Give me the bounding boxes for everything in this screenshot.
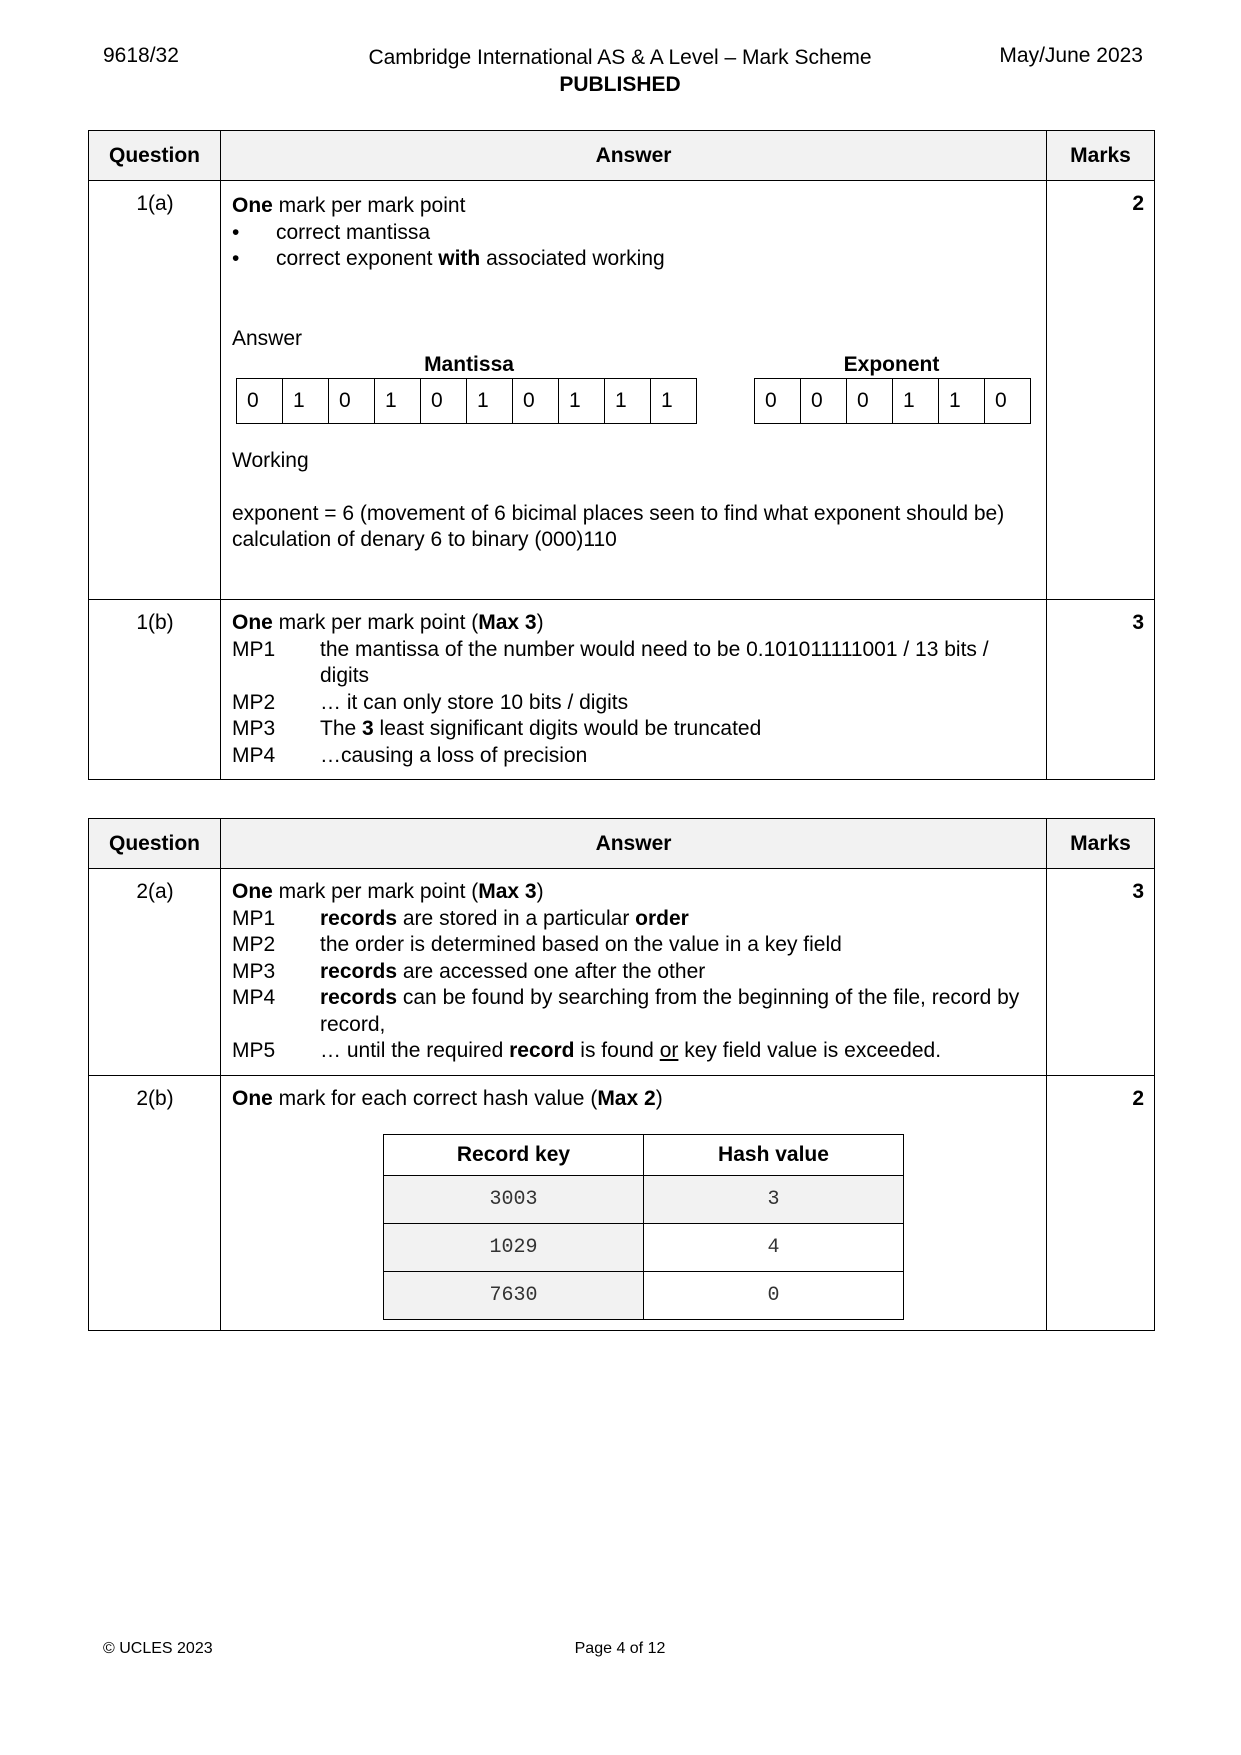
mantissa-bit-box: 1 [559, 378, 605, 424]
record-key-cell: 1029 [384, 1224, 644, 1272]
question-number: 1(b) [89, 600, 221, 780]
record-key-cell: 7630 [384, 1272, 644, 1320]
question-number: 2(a) [89, 869, 221, 1076]
exponent-bits [754, 378, 1031, 424]
marks-value: 3 [1047, 600, 1155, 780]
question-row-2a [89, 869, 1155, 1076]
question-header: Question [89, 131, 221, 181]
exponent-bit-box: 0 [985, 378, 1031, 424]
mark-point: MP1 the mantissa of the number would need to be 0.101011111001 / 13 bits / digits [232, 637, 989, 687]
page-number: Page 4 of 12 [574, 1640, 666, 1657]
working-line: calculation of denary 6 to binary (000)110 [232, 528, 617, 551]
working-label: Working [232, 449, 309, 472]
mark-point: MP2 the order is determined based on the value in a key field [232, 933, 842, 956]
answer-cell [221, 869, 1047, 1076]
mantissa-bit-box: 0 [421, 378, 467, 424]
mantissa-bit-box: 1 [651, 378, 697, 424]
mantissa-bit-box: 1 [375, 378, 421, 424]
question-header: Question [89, 819, 221, 869]
exponent-label: Exponent [843, 353, 940, 376]
working-line: exponent = 6 (movement of 6 bicimal places seen to find what exponent should be) [232, 501, 1005, 525]
answer-cell [221, 1075, 1047, 1331]
table-row [384, 1272, 904, 1320]
mantissa-bit-box: 1 [605, 378, 651, 424]
answer-label: Answer [232, 326, 303, 350]
answer-header: Answer [221, 131, 1047, 181]
table-header-row [89, 131, 1155, 181]
mark-point: MP4 …causing a loss of precision [232, 743, 588, 767]
exponent-bit-box: 0 [801, 378, 847, 424]
table-row [384, 1224, 904, 1272]
bullet-item: • correct exponent with associated working [232, 247, 665, 270]
mantissa-bit-box: 0 [329, 378, 375, 424]
bullet-item: • correct mantissa [232, 220, 431, 244]
question-row-1b [89, 600, 1155, 780]
question-row-2b [89, 1075, 1155, 1331]
mark-scheme-table-1 [88, 130, 1155, 780]
mark-point: MP4 records can be found by searching from the beginning of the file, record by record, [232, 986, 1020, 1036]
marks-value: 2 [1047, 181, 1155, 600]
answer-cell [221, 600, 1047, 780]
hash-value-cell: 4 [644, 1224, 904, 1272]
mark-point: MP1 records are stored in a particular order [232, 906, 689, 930]
hash-table-header [384, 1135, 904, 1176]
question-number: 1(a) [89, 181, 221, 600]
hash-value-cell: 3 [644, 1176, 904, 1224]
mantissa-bits [236, 378, 697, 424]
mark-point: MP5 … until the required record is found or key field value is exceeded. [232, 1039, 942, 1062]
copyright: © UCLES 2023 [103, 1640, 213, 1657]
marks-header: Marks [1047, 819, 1155, 869]
record-key-header: Record key [384, 1135, 644, 1176]
exponent-bit-box: 0 [755, 378, 801, 424]
hash-value-cell: 0 [644, 1272, 904, 1320]
exponent-bit-box: 1 [939, 378, 985, 424]
table-row [384, 1176, 904, 1224]
document-title [280, 44, 960, 98]
published-label: PUBLISHED [559, 73, 681, 96]
question-number: 2(b) [89, 1075, 221, 1331]
answer-header: Answer [221, 819, 1047, 869]
mantissa-bit-box: 1 [467, 378, 513, 424]
mantissa-bit-box: 1 [283, 378, 329, 424]
mark-intro: One mark per mark point [232, 194, 466, 217]
mark-intro: One mark for each correct hash value (Max 2) [232, 1086, 663, 1110]
table-header-row [89, 819, 1155, 869]
exam-session: May/June 2023 [999, 44, 1143, 67]
mark-intro: One mark per mark point (Max 3) [232, 880, 544, 903]
hash-table [383, 1134, 904, 1320]
marks-header: Marks [1047, 131, 1155, 181]
marks-value: 2 [1047, 1075, 1155, 1331]
mark-point: MP3 The 3 least significant digits would be truncated [232, 717, 762, 740]
mark-scheme-table-2 [88, 818, 1155, 1331]
title-line: Cambridge International AS & A Level – Mark Scheme [368, 46, 872, 69]
mark-point: MP3 records are accessed one after the other [232, 959, 706, 983]
mark-point: MP2 … it can only store 10 bits / digits [232, 690, 629, 714]
record-key-cell: 3003 [384, 1176, 644, 1224]
marks-value: 3 [1047, 869, 1155, 1076]
answer-cell [221, 181, 1047, 600]
floating-point-representation [232, 352, 1036, 448]
question-row-1a [89, 181, 1155, 600]
exponent-bit-box: 0 [847, 378, 893, 424]
paper-code: 9618/32 [103, 44, 179, 67]
exponent-bit-box: 1 [893, 378, 939, 424]
mantissa-bit-box: 0 [513, 378, 559, 424]
hash-value-header: Hash value [644, 1135, 904, 1176]
mantissa-label: Mantissa [424, 353, 514, 376]
mark-intro: One mark per mark point (Max 3) [232, 611, 544, 634]
mantissa-bit-box: 0 [237, 378, 283, 424]
